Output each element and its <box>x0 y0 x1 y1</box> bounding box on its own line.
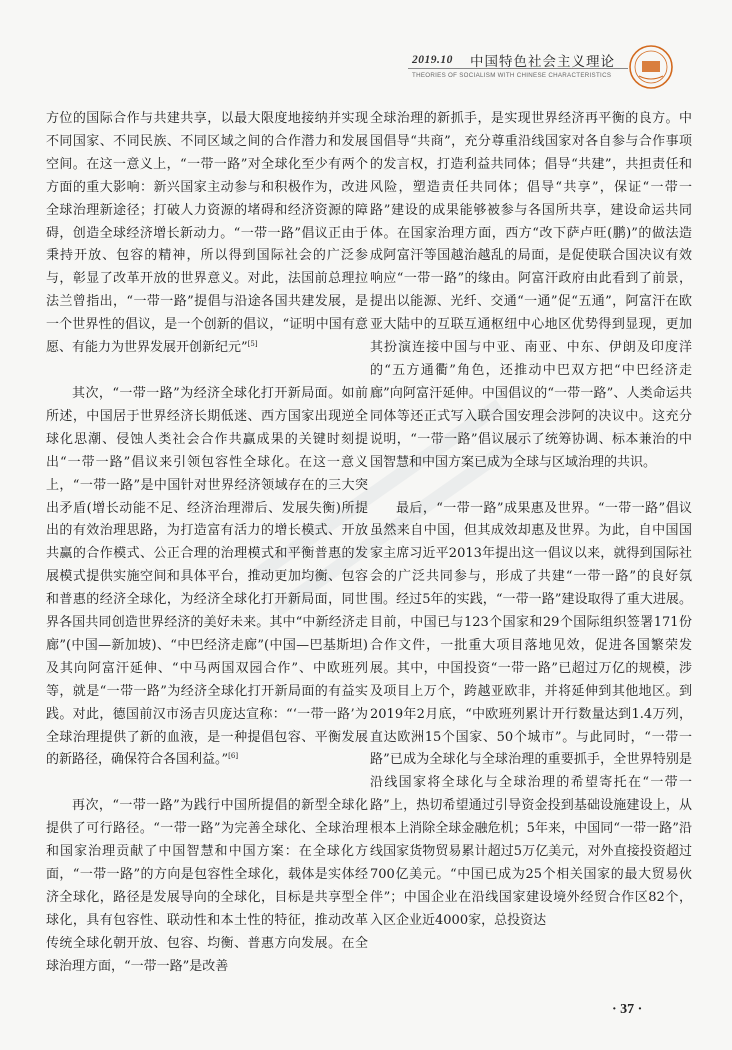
paragraph-governance-cont: 全球治理的新抓手，是实现世界经济再平衡的良方。中国倡导“共商”，充分尊重沿线国家对各自参与合作事项的发言权，打造利益共同体；倡导“共建”，共担责任和风险，塑造责任共同体；倡导“共享”，保证“一带一路”建设的成果能够被参与各国所共享，建设命运共同体。在国家治理方面，西方“改下萨卢旺(鹏)”的做法造成阿富汗等国越治越乱的局面，是促使联合国决议有效响应“一带一路”的缘由。阿富汗政府由此看到了前景，提出以能源、光纤、交通“一通”促“五通”，阿富汗在欧亚大陆中的互联互通枢纽中心地区优势得到显现，更加其扮演连接中国与中亚、南亚、中东、伊朗及印度洋的“五方通衢”角色，还推动中巴双方把“中巴经济走廊”向阿富汗延伸。中国倡议的“一带一路”、人类命运共同体等还正式写入联合国安理会涉阿的决议中。这充分说明，“一带一路”倡议展示了统筹协调、标本兼治的中国智慧和中国方案已成为全球与区域治理的共识。 <box>370 111 692 470</box>
left-column <box>46 108 368 979</box>
paragraph-intro-cont: 方位的国际合作与共建共享，以最大限度地接纳并实现不同国家、不同民族、不同区域之间的合作潜力和发展空间。在这一意义上，“一带一路”对全球化至少有两个方面的重大影响：新兴国家主动参与和积极作为，改进全球治理新途径；打破人力资源的堵碍和经济资源的障碍，创造全球经济增长新动力。“一带一路”倡议正由于秉持开放、包容的精神，所以得到国际社会的广泛参与，彰显了改革开放的世界意义。对此，法国前总理拉法兰曾指出，“一带一路”提倡与沿途各国共建发展，是一个世界性的倡议，是一个创新的倡议，“证明中国有意愿、有能力为世界发展开创新纪元”[5] <box>46 111 368 356</box>
page-number: · 37 · <box>612 1002 643 1017</box>
right-column <box>370 108 692 933</box>
paragraph-second: 其次，“一带一路”为经济全球化打开新局面。如前所述，中国居于世界经济长期低迷、西方国家出现逆全球化思潮、侵蚀人类社会合作共赢成果的关键时刻提出“一带一路”倡议来引领包容性全球化。在这一意义上，“一带一路”是中国针对世界经济领域存在的三大突出矛盾(增长动能不足、经济治理滞后、发展失衡)所提出的有效治理思路，为打造富有活力的增长模式、开放共赢的合作模式、公正合理的治理模式和平衡普惠的发展模式提供实施空间和具体平台，推动更加均衡、包容和普惠的经济全球化，为经济全球化打开新局面，同世界各国共同创造世界经济的美好未来。其中“中新经济走廊”(中国—新加坡)、“中巴经济走廊”(中国—巴基斯坦)及其向阿富汗延伸、“中马两国双园合作”、中欧班列等，就是“一带一路”为经济全球化打开新局面的有益实践。对此，德国前汉市汤吉贝庞达宣称：“‘一带一路’为全球治理提供了新的血液，是一种提倡包容、平衡发展的新路径，确保符合各国利益。”[6] <box>46 385 368 768</box>
journal-logo-icon <box>628 44 674 90</box>
journal-header <box>0 0 732 110</box>
paragraph-finally: 最后，“一带一路”成果惠及世界。“一带一路”倡议虽然来自中国，但其成效却惠及世界。为此，自中国国家主席习近平2013年提出这一倡议以来，就得到国际社会的广泛共同参与，形成了共建“一带一路”的良好氛围。经过5年的实践，“一带一路”建设取得了重大进展。目前，中国已与123个国家和29个国际组织签署171份合作文件，一批重大项目落地见效，促进各国繁荣发展。其中，中国投资“一带一路”已超过万亿的规模，涉及项目上万个，跨越亚欧非，并将延伸到其他地区。到2019年2月底，“中欧班列累计开行数量达到1.4万列，直达欧洲15个国家、50个城市”。与此同时，“一带一路”已成为全球化与全球治理的重要抓手，全世界特别是沿线国家将全球化与全球治理的希望寄托在“一带一路”上，热切希望通过引导资金投到基础设施建设上，从根本上消除全球金融危机；5年来，中国同“一带一路”沿线国家货物贸易累计超过5万亿美元，对外直接投资超过700亿美元。“中国已成为25个相关国家的最大贸易伙伴”；中国企业在沿线国家建设境外经贸合作区82个，入区企业近4000家，总投资达 <box>370 500 692 928</box>
issue-number: 2019.10 <box>412 54 453 66</box>
journal-subtitle: THEORIES OF SOCIALISM WITH CHINESE CHARACTERISTICS <box>412 72 612 79</box>
header-rule <box>408 68 628 69</box>
journal-title: 中国特色社会主义理论 <box>470 54 615 70</box>
paragraph-third: 再次，“一带一路”为践行中国所提倡的新型全球化提供了可行路径。“一带一路”为完善全球化、全球治理和国家治理贡献了中国智慧和中国方案：在全球化方面，“一带一路”的方向是包容性全球化，载体是实体经济全球化，路径是发展导向的全球化，目标是共享型全球化，具有包容性、联动性和本土性的特征，推动改革传统全球化朝开放、包容、均衡、普惠方向发展。在全球治理方面，“一带一路”是改善 <box>46 798 368 974</box>
